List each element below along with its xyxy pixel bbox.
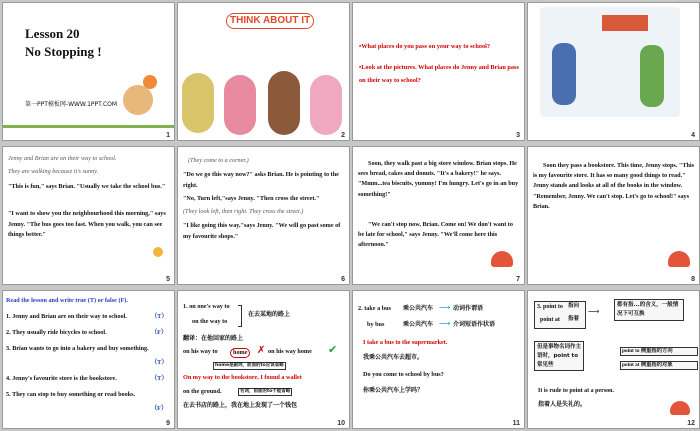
example-wrong: on his way to	[183, 348, 218, 355]
lesson-label: Lesson 20	[25, 26, 80, 41]
translation-prompt: 翻译：在他回家的路上	[183, 335, 244, 342]
example-sentence: On my way to the bookstore, I found a wallet	[183, 374, 302, 381]
child-4-image	[310, 75, 342, 135]
slide-thumbnail-10[interactable]	[178, 291, 349, 428]
exercise-title: Read the lesson and write true (T) or false (F).	[6, 297, 128, 304]
phrase-1: 1. on one's way to	[183, 303, 230, 310]
question-2: •Look at the pictures. What places do Jenny and Brian pass on their way to school?	[359, 64, 519, 85]
phrase-2-usage: 介词短语作状语	[453, 321, 496, 328]
slide-thumbnail-7[interactable]	[353, 147, 524, 284]
statement-4: 4. Jenny's favourite store is the bookstore.	[6, 375, 117, 382]
line-3: "No, Turn left,"says Jenny. "Then cross the street."	[183, 195, 320, 202]
flower-image	[143, 75, 157, 89]
slide-number: 12	[687, 420, 695, 427]
sign-image	[602, 15, 648, 31]
meaning: 在去某地的路上	[248, 311, 291, 318]
bottom-stripe	[3, 125, 174, 128]
phrase-2-meaning: 指着	[568, 316, 580, 322]
example-translation: 指着人是失礼的。	[538, 401, 587, 408]
slide-thumbnail-3[interactable]	[353, 3, 524, 140]
paragraph-1: Soon, they walk past a big store window. Brian stops. He sees bread, cakes and donuts. "It's a bakery!" he says. "Mmm...tea biscuits, yummy! I'm hungry. Let's go in an buy something!"	[358, 160, 519, 198]
mushroom-image	[491, 251, 513, 267]
cross-icon: ✗	[257, 345, 266, 356]
line-2: "Do we go this way now?" asks Brian. He is pointing to the right.	[183, 171, 339, 189]
line-5: "I like going this way,"says Jenny. "We will go past some of my favourite shops."	[183, 222, 341, 240]
phrase-1-meaning: 指向	[568, 303, 580, 309]
mushroom-image	[668, 251, 690, 267]
note-1: home是副词，前面的to应该省略	[213, 362, 286, 370]
answer-3: （T）	[151, 359, 168, 366]
mushroom-image	[670, 401, 690, 415]
shared-meaning-box: 都有指...的含义，一般情况下可互换	[614, 299, 684, 321]
slide-number: 5	[166, 276, 170, 283]
statement-3: 3. Brian wants to go into a bakery and buy something.	[6, 345, 149, 352]
slide-number: 1	[166, 132, 170, 139]
slide-thumbnail-5[interactable]	[3, 147, 174, 284]
slide-number: 2	[341, 132, 345, 139]
statement-2: 2. They usually ride bicycles to school.	[6, 329, 107, 336]
bracket-line	[238, 305, 242, 327]
slide-thumbnail-2[interactable]	[178, 3, 349, 140]
arrow-icon-1: ⟶	[439, 303, 451, 312]
phrase-2: by bus	[367, 321, 385, 328]
slide-thumbnail-6[interactable]	[178, 147, 349, 284]
slide-number: 10	[337, 420, 345, 427]
line-1: (They come to a corner.)	[188, 157, 249, 164]
slide-thumbnail-8[interactable]	[528, 147, 699, 284]
answer-1: （T）	[151, 313, 168, 320]
note-2: 名词，前面的to不能省略	[238, 388, 292, 396]
child-2-image	[224, 75, 256, 135]
statement-1: 1. Jenny and Brian are on their way to school.	[6, 313, 127, 320]
phrase-1-meaning: 乘公共汽车	[403, 305, 434, 312]
usage-1: point to 侧重指的方向	[620, 347, 698, 356]
slide-number: 9	[166, 420, 170, 427]
phrase-1: 2. take a bus	[358, 305, 392, 312]
line-3: "This is fun," says Brian. "Usually we take the school bus."	[8, 183, 166, 190]
think-heading: THINK ABOUT IT	[226, 13, 314, 29]
example-2: Do you come to school by bus?	[363, 371, 444, 378]
slide-number: 8	[691, 276, 695, 283]
sentence-translation: 在去书店的路上，我在地上发现了一个钱包	[183, 402, 298, 409]
example-right: on his way home	[268, 348, 312, 355]
slide-thumbnail-1[interactable]	[3, 3, 174, 140]
slide-thumbnail-9[interactable]	[3, 291, 174, 428]
phrase-1-usage: 动词作谓语	[453, 305, 484, 312]
arrow-icon-2: ⟶	[439, 319, 451, 328]
phrase-2-meaning: 乘公共汽车	[403, 321, 434, 328]
slide-number: 3	[516, 132, 520, 139]
brian-figure	[552, 43, 576, 105]
answer-5: （F）	[151, 405, 168, 412]
answer-2: （F）	[151, 329, 168, 336]
slide-thumbnail-11[interactable]	[353, 291, 524, 428]
example-sentence: It is rude to point at a person.	[538, 388, 615, 394]
child-3-image	[268, 71, 300, 135]
subject-note-box: 但是事物名词作主语时，point to 常见些	[534, 341, 584, 371]
usage-2: point at 侧重指的对象	[620, 361, 698, 370]
lesson-title: No Stopping !	[25, 44, 102, 59]
example-1: I take a bus to the supermarket.	[363, 339, 448, 346]
example-1-translation: 我乘公共汽车去超市。	[363, 354, 424, 361]
phrase-2: on the way to	[192, 318, 228, 325]
statement-5: 5. They can stop to buy something or read books.	[6, 391, 136, 398]
footer-text: 第一PPT模板网-WWW.1PPT.COM	[25, 101, 118, 108]
line-2: They are walking because it's sunny.	[8, 168, 99, 175]
paragraph-2: "We can't stop now, Brian. Come on! We don't want to be late for school," says Jenny. "We'll come here this afternoon."	[358, 221, 513, 249]
answer-4: （T）	[151, 375, 168, 382]
arrow-icon: ⟶	[588, 307, 600, 316]
child-1-image	[182, 73, 214, 133]
flower-decoration	[153, 247, 163, 257]
line-1: Jenny and Brian are on their way to school.	[8, 155, 117, 162]
phrase-2: point at	[540, 317, 560, 323]
paragraph-1: Soon they pass a bookstore. This time, Jenny stops. "This is my favourite store. It has so many good things to read." Jenny stands and looks at all of the books in the window. "Remember, Jenny. We can't stop. Let's go to school!" says Brian.	[533, 162, 695, 210]
slide-number: 7	[516, 276, 520, 283]
home-word: home	[230, 348, 250, 358]
line-4: (They look left, then right. They cross the street.)	[183, 208, 304, 215]
slide-number: 11	[512, 420, 520, 427]
question-1: •What places do you pass on your way to school?	[359, 43, 491, 50]
jenny-figure	[640, 45, 664, 107]
slide-number: 4	[691, 132, 695, 139]
slide-thumbnail-12[interactable]	[528, 291, 699, 428]
slide-thumbnail-4[interactable]	[528, 3, 699, 140]
example-sentence-end: on the ground.	[183, 388, 222, 395]
phrase-1: 3. point to	[537, 304, 563, 310]
example-2-translation: 你乘公共汽车上学吗？	[363, 387, 424, 394]
line-4: "I want to show you the neighbourhood this morning," says Jenny. "The bus goes too fast. When you walk, you can see things better."	[8, 210, 166, 239]
slide-number: 6	[341, 276, 345, 283]
check-icon: ✔	[328, 343, 338, 356]
child-reading-image	[123, 85, 153, 115]
